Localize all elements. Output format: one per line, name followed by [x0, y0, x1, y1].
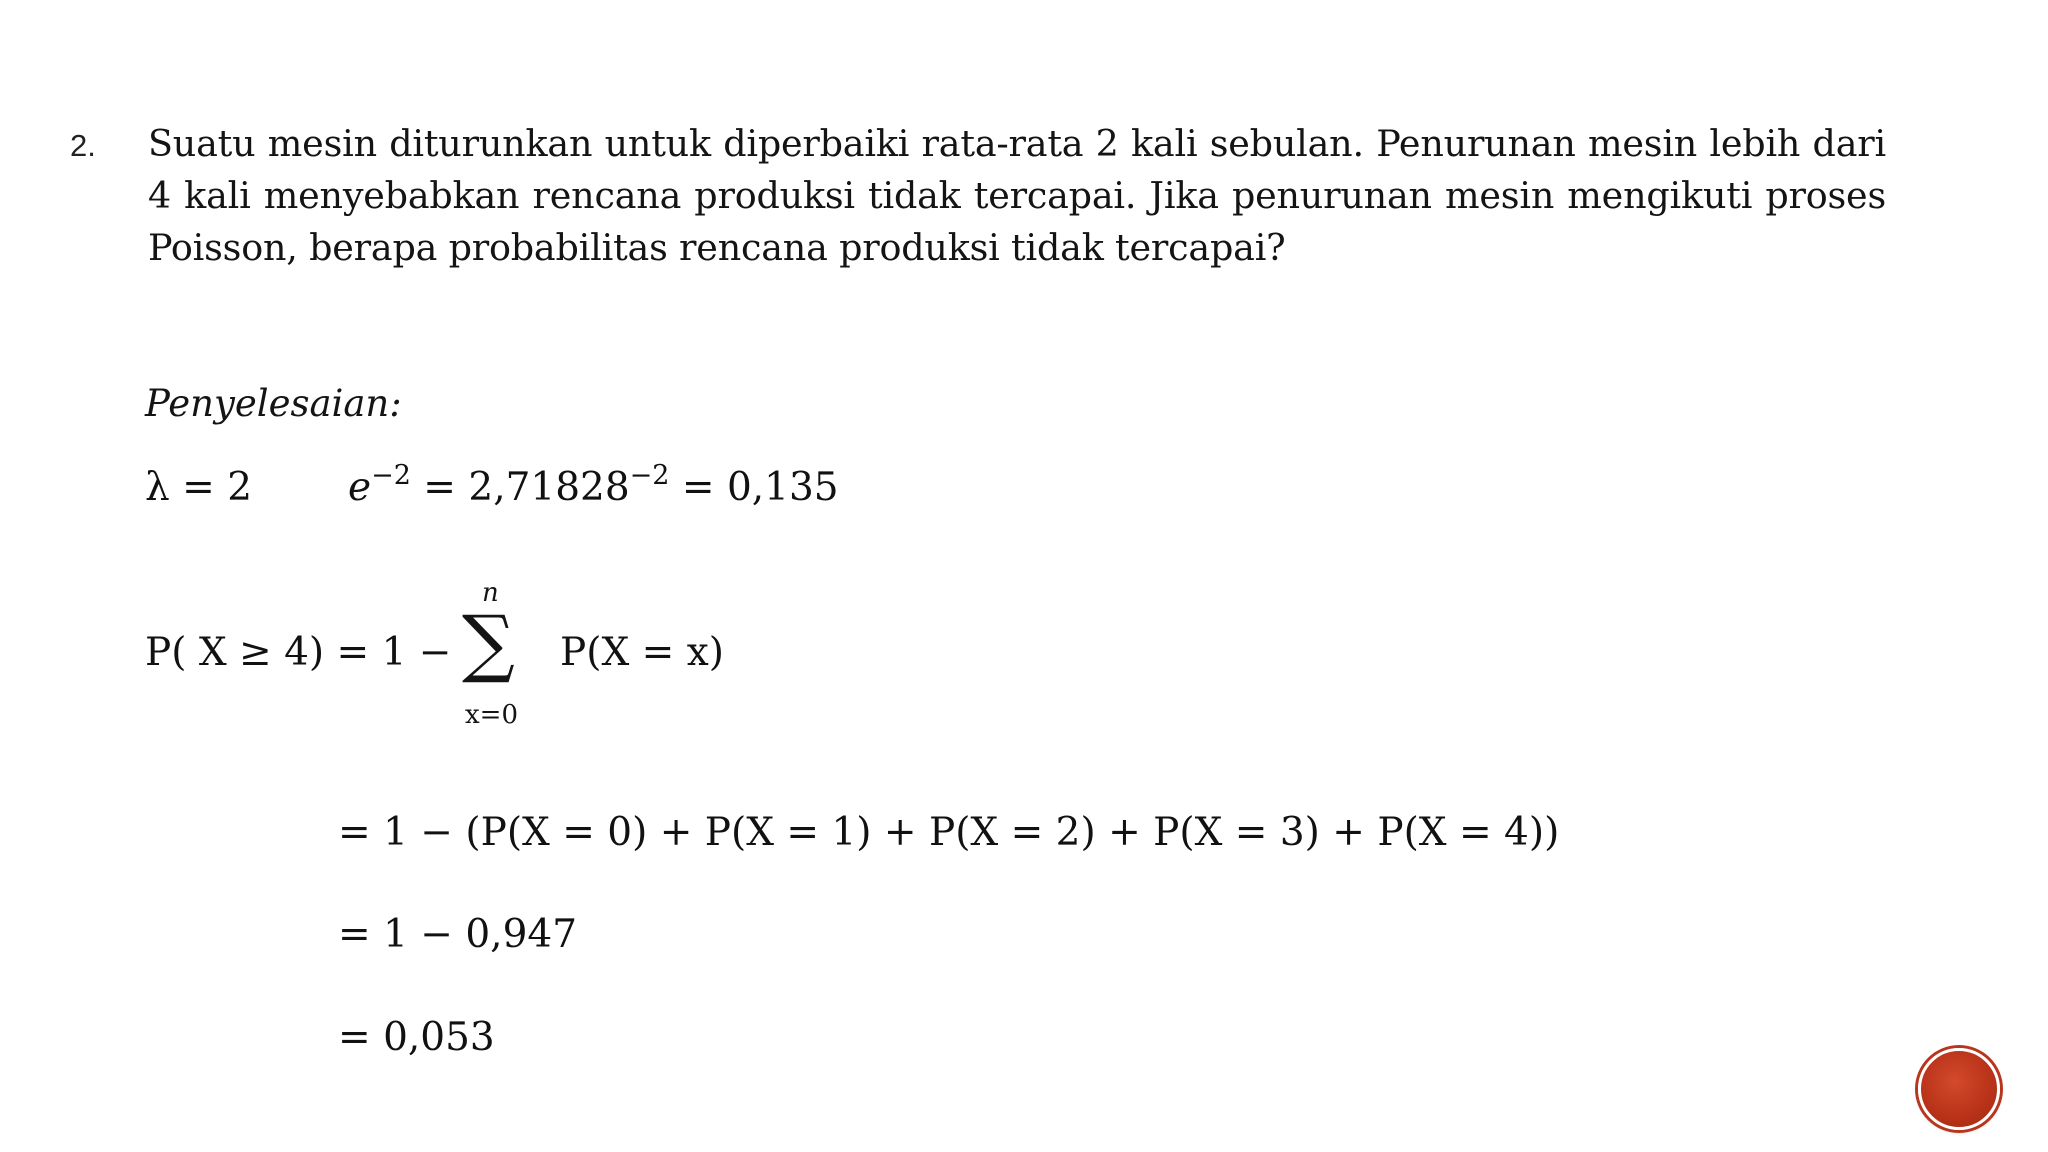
- exp-power: −2: [371, 460, 411, 491]
- solution-heading: Penyelesaian:: [145, 382, 402, 425]
- probability-lhs: P( X ≥ 4) = 1 −: [145, 630, 452, 675]
- problem-statement: Suatu mesin diturunkan untuk diperbaiki rata-rata 2 kali sebulan. Penurunan mesin lebih dari 4 kali menyebabkan rencana produksi tidak tercapai. Jika penurunan mesin mengikuti proses Poisson, berapa probabilitas rencana produksi tidak tercapai?: [148, 122, 1886, 269]
- solution-step-3: = 0,053: [338, 1015, 495, 1060]
- sum-upper-limit: n: [482, 578, 499, 608]
- exp-mid: = 2,71828: [410, 465, 630, 510]
- solution-step-1: = 1 − (P(X = 0) + P(X = 1) + P(X = 2) + P(X = 3) + P(X = 4)): [338, 810, 1560, 855]
- solution-step-2: = 1 − 0,947: [338, 912, 578, 957]
- sum-lower-limit: x=0: [465, 700, 518, 730]
- exp-power-2: −2: [629, 460, 670, 491]
- exp-base: e: [348, 465, 372, 510]
- exponent-equation: [348, 460, 839, 510]
- sigma-symbol: ∑: [462, 600, 515, 686]
- sum-term: P(X = x): [560, 630, 724, 675]
- lambda-equation: λ = 2: [145, 465, 253, 510]
- exp-result: = 0,135: [669, 465, 839, 510]
- problem-number: 2.: [70, 128, 96, 163]
- slide-badge-icon: [1918, 1048, 2000, 1130]
